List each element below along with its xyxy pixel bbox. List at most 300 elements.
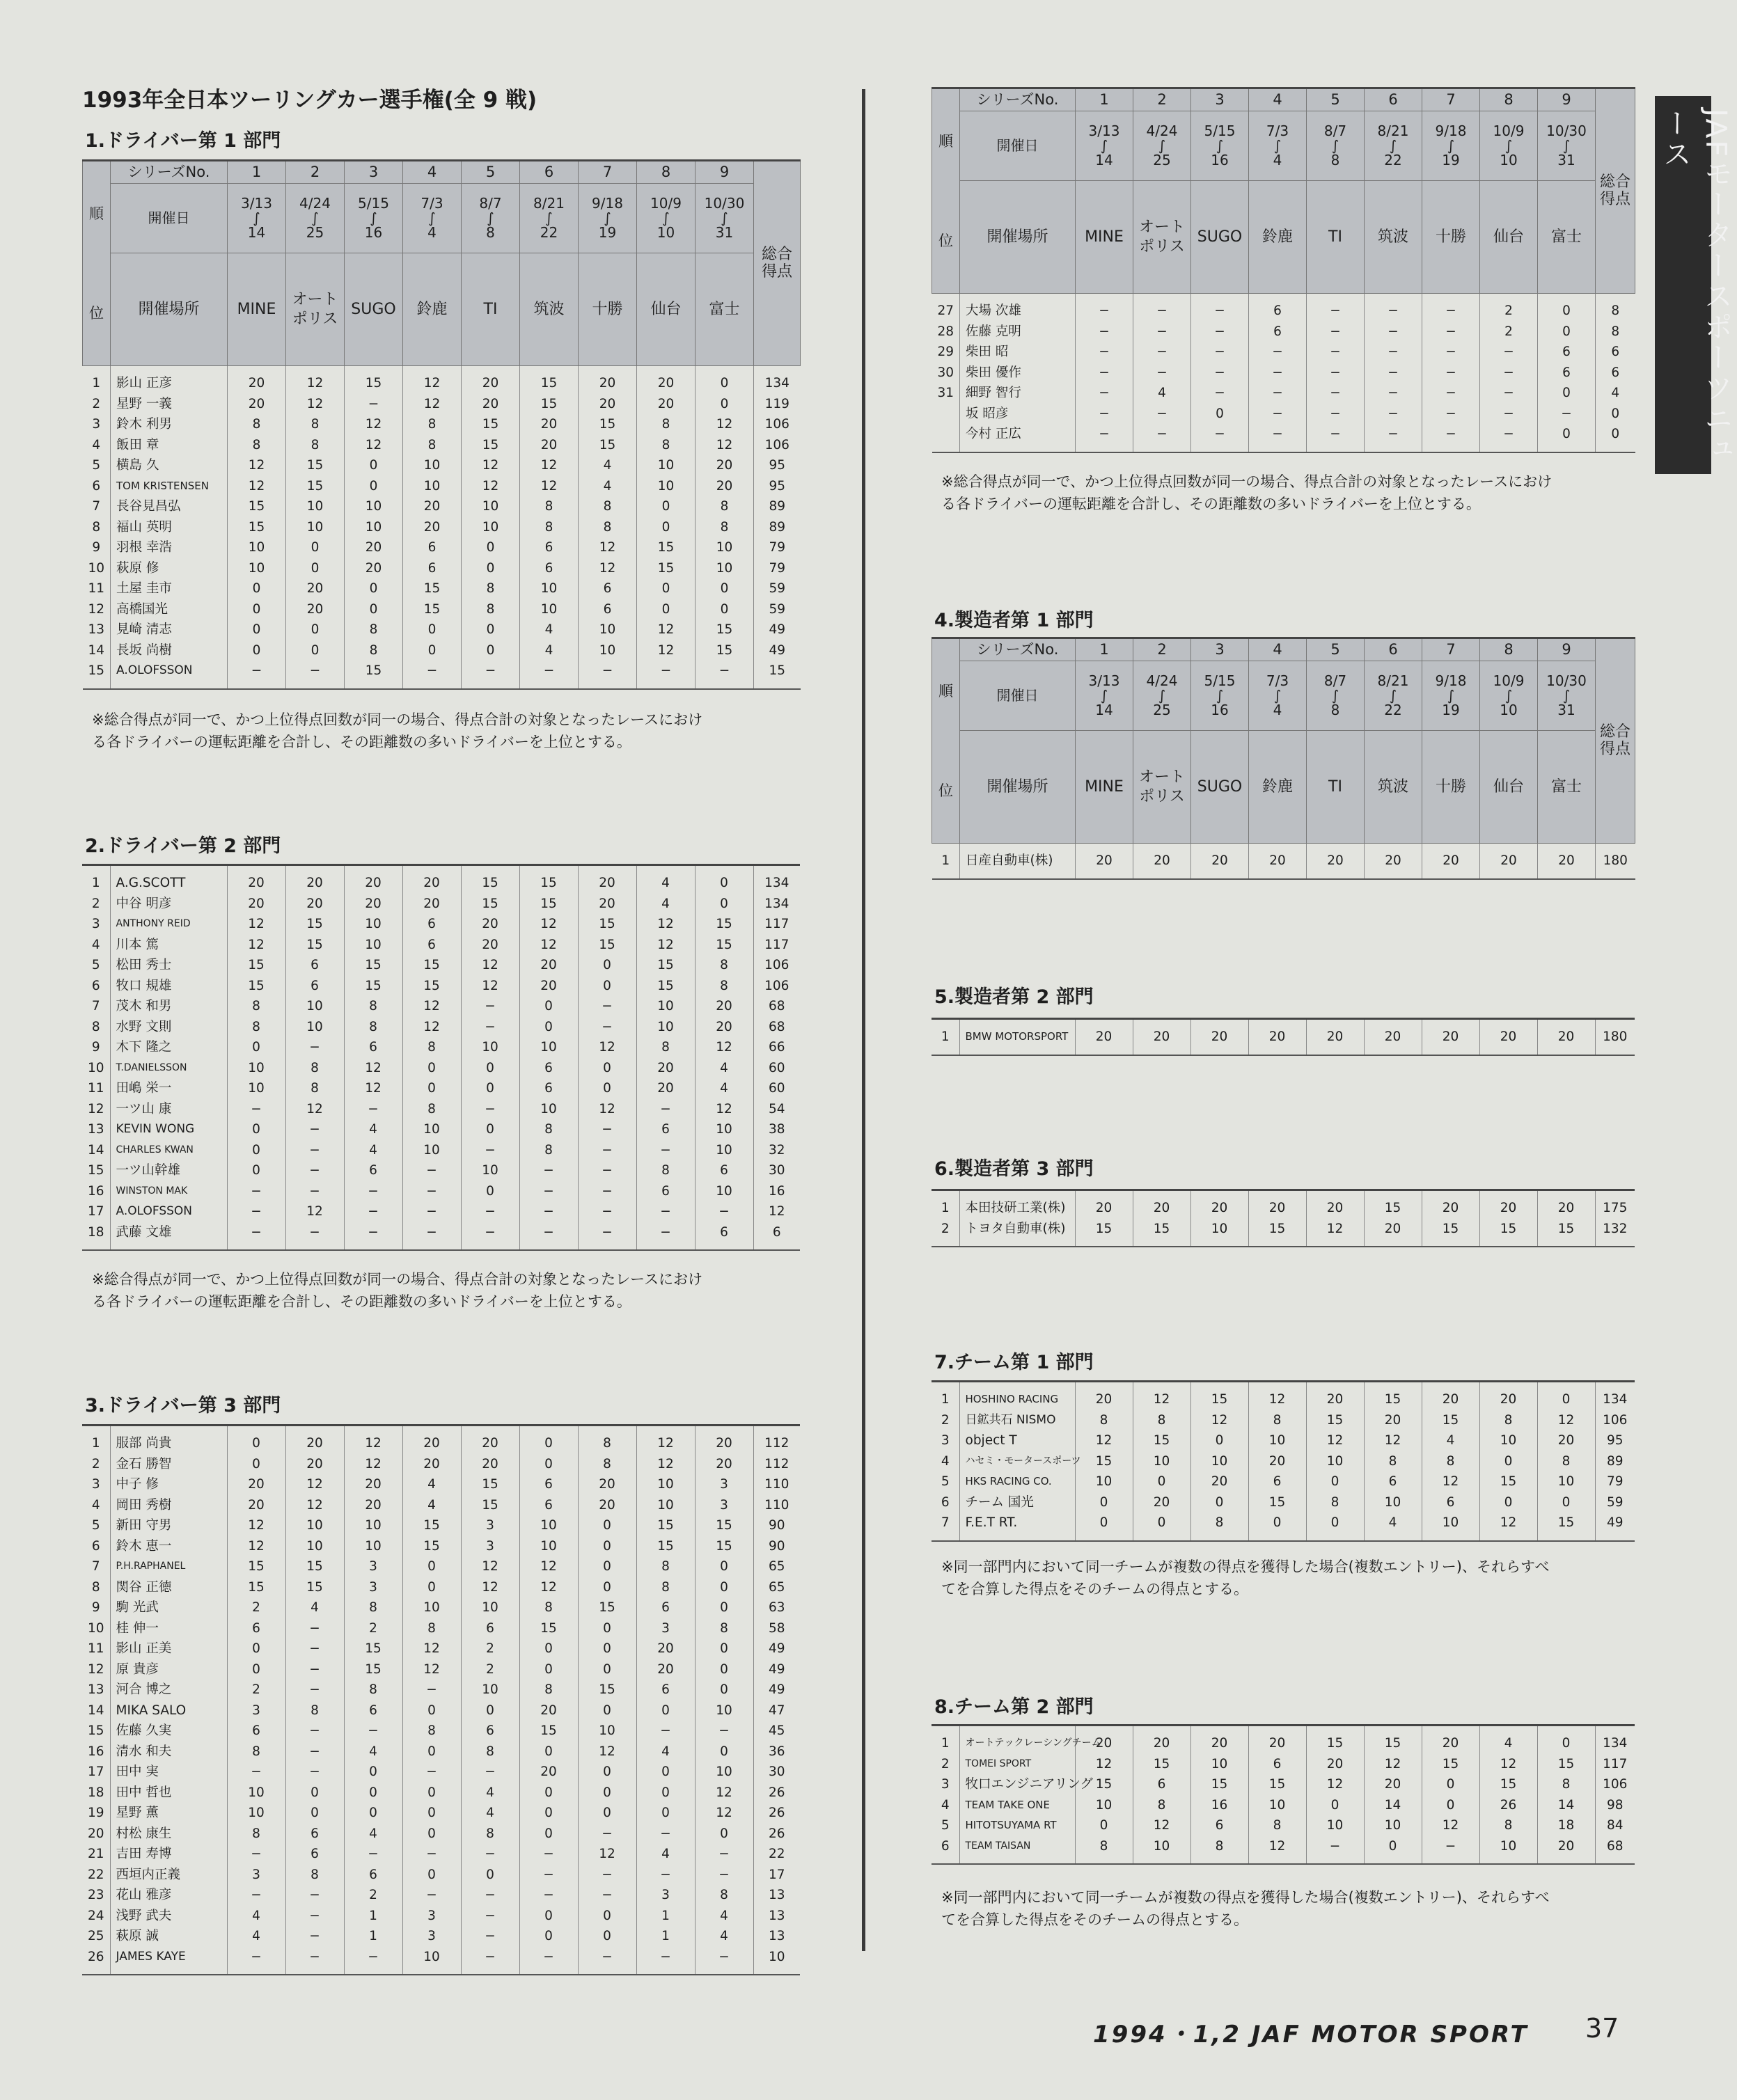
points-cell: 0 bbox=[227, 1639, 285, 1659]
date-header: 開催日 bbox=[960, 111, 1076, 181]
rank-cell: 26 bbox=[82, 1947, 110, 1968]
points-cell: 20 bbox=[578, 1474, 636, 1495]
points-cell: − bbox=[402, 1160, 461, 1181]
points-cell: − bbox=[636, 1222, 695, 1243]
table-row bbox=[83, 578, 801, 599]
race-date: 8/21 ∫ 22 bbox=[1365, 111, 1422, 181]
total-cell: 6 bbox=[1611, 345, 1620, 359]
points-cell: 0 bbox=[228, 640, 286, 661]
race-number: 8 bbox=[1480, 88, 1538, 111]
points-cell: 12 bbox=[695, 414, 754, 435]
points-cell: 8 bbox=[578, 1433, 636, 1454]
race-number: 3 bbox=[1191, 88, 1249, 111]
total-cell: 95 bbox=[769, 478, 786, 494]
name-cell: 日鉱共石 NISMO bbox=[959, 1410, 1075, 1431]
series-no-header: シリーズNo. bbox=[111, 161, 228, 184]
points-cell: − bbox=[578, 1947, 636, 1968]
table-row bbox=[932, 1513, 1635, 1533]
total-cell: 38 bbox=[768, 1122, 785, 1137]
race-venue: 鈴鹿 bbox=[1249, 181, 1307, 294]
points-cell: 15 bbox=[344, 976, 402, 997]
race-venue: 十勝 bbox=[1422, 181, 1480, 294]
points-cell: 20 bbox=[695, 1433, 753, 1454]
points-cell: − bbox=[1538, 404, 1596, 425]
points-cell: 20 bbox=[1422, 851, 1480, 871]
points-cell: − bbox=[636, 1947, 695, 1968]
points-cell: 4 bbox=[636, 1844, 695, 1865]
points-cell: 10 bbox=[1306, 1815, 1364, 1836]
rank-cell: 3 bbox=[82, 1474, 110, 1495]
points-cell: 15 bbox=[285, 1577, 344, 1598]
table-row bbox=[932, 1492, 1635, 1513]
race-venue: 鈴鹿 bbox=[1249, 731, 1307, 844]
points-cell: − bbox=[695, 1201, 753, 1222]
page-title: 1993年全日本ツーリングカー選手権(全 9 戦) bbox=[82, 88, 537, 113]
venue-header: 開催場所 bbox=[111, 253, 228, 366]
name-cell: 中子 修 bbox=[110, 1474, 227, 1495]
name-cell: F.E.T RT. bbox=[959, 1513, 1075, 1533]
points-cell: 4 bbox=[1364, 1513, 1422, 1533]
name-cell: 川本 篤 bbox=[110, 935, 227, 956]
points-cell: 0 bbox=[578, 1078, 636, 1099]
total-cell: 22 bbox=[768, 1847, 785, 1861]
points-cell: 6 bbox=[285, 1824, 344, 1845]
points-cell: 0 bbox=[578, 955, 636, 976]
table-row bbox=[932, 383, 1635, 404]
race-date: 4/24 ∫ 25 bbox=[1133, 661, 1191, 731]
points-cell: 0 bbox=[286, 537, 345, 558]
points-cell: 12 bbox=[578, 1742, 636, 1762]
rank-cell: 28 bbox=[932, 322, 960, 342]
race-number: 4 bbox=[1249, 88, 1307, 111]
points-cell: 8 bbox=[403, 435, 462, 456]
total-cell: 16 bbox=[768, 1183, 785, 1199]
points-cell: 20 bbox=[403, 496, 462, 517]
points-cell: 10 bbox=[1248, 1795, 1306, 1816]
points-cell: − bbox=[227, 1222, 285, 1243]
date-header: 開催日 bbox=[111, 184, 228, 253]
venue-header: 開催場所 bbox=[960, 731, 1076, 844]
points-cell: 15 bbox=[1133, 1430, 1190, 1451]
points-cell: 26 bbox=[1479, 1795, 1537, 1816]
rank-cell: 5 bbox=[932, 1471, 959, 1492]
table-row bbox=[82, 976, 800, 997]
points-cell: 8 bbox=[345, 619, 403, 640]
points-cell: 10 bbox=[227, 1803, 285, 1824]
points-cell: 3 bbox=[695, 1474, 753, 1495]
rank-cell: 11 bbox=[82, 1078, 110, 1099]
total-cell: 12 bbox=[768, 1204, 785, 1219]
points-cell: 0 bbox=[1190, 1430, 1248, 1451]
points-cell: 8 bbox=[519, 1140, 578, 1161]
points-cell: − bbox=[1422, 363, 1480, 384]
name-cell: 清水 和夫 bbox=[110, 1742, 227, 1762]
points-cell: − bbox=[1076, 342, 1133, 363]
points-cell: 20 bbox=[402, 1454, 461, 1475]
rank-cell: 31 bbox=[932, 383, 960, 404]
points-cell: − bbox=[1422, 342, 1480, 363]
points-cell: 12 bbox=[1075, 1430, 1133, 1451]
points-cell: 15 bbox=[579, 414, 637, 435]
table-row bbox=[932, 424, 1635, 445]
points-cell: 12 bbox=[636, 914, 695, 935]
rank-label: 順 bbox=[89, 205, 104, 223]
points-cell: − bbox=[285, 1906, 344, 1927]
points-cell: − bbox=[461, 1099, 519, 1120]
points-cell: − bbox=[461, 1947, 519, 1968]
points-cell: 8 bbox=[344, 996, 402, 1017]
points-cell: 0 bbox=[1479, 1492, 1537, 1513]
points-cell: 20 bbox=[578, 873, 636, 894]
points-cell: 15 bbox=[1364, 1198, 1422, 1219]
total-header: 総合得点 bbox=[754, 161, 801, 366]
points-cell: 20 bbox=[1190, 1733, 1248, 1754]
points-cell: 15 bbox=[1479, 1774, 1537, 1795]
points-cell: 0 bbox=[519, 1639, 578, 1659]
points-cell: 8 bbox=[345, 640, 403, 661]
points-cell: − bbox=[578, 1160, 636, 1181]
points-cell: 10 bbox=[578, 1721, 636, 1742]
rank-cell bbox=[932, 404, 960, 425]
points-cell: 0 bbox=[403, 640, 462, 661]
table-row bbox=[932, 1027, 1635, 1048]
table-row bbox=[83, 394, 801, 415]
points-cell: 0 bbox=[1075, 1513, 1133, 1533]
name-cell: 柴田 昭 bbox=[960, 342, 1076, 363]
points-cell: − bbox=[1307, 383, 1365, 404]
section-title-manufacturer-2: 5.製造者第 2 部門 bbox=[934, 986, 1094, 1008]
race-number: 5 bbox=[1307, 88, 1365, 111]
points-cell: − bbox=[1306, 1836, 1364, 1857]
points-cell: − bbox=[285, 1947, 344, 1968]
points-cell: 16 bbox=[1190, 1795, 1248, 1816]
name-cell: 田中 哲也 bbox=[110, 1783, 227, 1803]
race-date: 8/7 ∫ 8 bbox=[462, 184, 520, 253]
rank-cell: 17 bbox=[82, 1762, 110, 1783]
race-venue: TI bbox=[462, 253, 520, 366]
points-cell: 10 bbox=[285, 1536, 344, 1557]
rank-cell: 3 bbox=[83, 414, 111, 435]
total-cell: 0 bbox=[1611, 427, 1620, 441]
total-cell: 6 bbox=[772, 1224, 781, 1240]
note-line: てを合算した得点をそのチームの得点とする。 bbox=[941, 1581, 1248, 1597]
name-cell: 佐藤 克明 bbox=[960, 322, 1076, 342]
table-row bbox=[83, 517, 801, 538]
points-cell: 10 bbox=[519, 1037, 578, 1058]
points-cell: 15 bbox=[520, 373, 579, 394]
points-cell: 10 bbox=[461, 1680, 519, 1700]
rank-cell: 4 bbox=[83, 435, 111, 456]
points-cell: 6 bbox=[1248, 1754, 1306, 1775]
points-cell: 0 bbox=[402, 1742, 461, 1762]
name-cell: 飯田 章 bbox=[111, 435, 228, 456]
points-cell: 14 bbox=[1537, 1795, 1595, 1816]
points-cell: − bbox=[1076, 383, 1133, 404]
total-cell: 49 bbox=[769, 622, 786, 637]
points-cell: 0 bbox=[344, 1762, 402, 1783]
name-cell: オートテックレーシングチーム bbox=[959, 1733, 1075, 1754]
points-cell: − bbox=[1191, 363, 1249, 384]
table-row bbox=[82, 1201, 800, 1222]
total-header: 総合得点 bbox=[1596, 638, 1635, 844]
rank-cell: 2 bbox=[82, 1454, 110, 1475]
points-cell: − bbox=[344, 1721, 402, 1742]
total-cell: 117 bbox=[764, 937, 789, 952]
name-cell: TOMEI SPORT bbox=[959, 1754, 1075, 1775]
points-cell: − bbox=[636, 1201, 695, 1222]
points-cell: 8 bbox=[285, 1058, 344, 1079]
name-cell: 田嶋 栄一 bbox=[110, 1078, 227, 1099]
points-cell: 10 bbox=[579, 619, 637, 640]
points-cell: 8 bbox=[1479, 1815, 1537, 1836]
name-cell: A.OLOFSSON bbox=[110, 1201, 227, 1222]
points-cell: 15 bbox=[636, 1515, 695, 1536]
points-cell: 4 bbox=[227, 1926, 285, 1947]
points-cell: − bbox=[637, 661, 695, 681]
points-cell: 0 bbox=[461, 1181, 519, 1202]
total-cell: 54 bbox=[768, 1101, 785, 1116]
race-venue: MINE bbox=[228, 253, 286, 366]
points-cell: 12 bbox=[1479, 1754, 1537, 1775]
points-cell: − bbox=[1422, 383, 1480, 404]
points-cell: 0 bbox=[462, 558, 520, 579]
points-cell: 20 bbox=[1422, 1198, 1479, 1219]
points-cell: 15 bbox=[228, 517, 286, 538]
points-cell: 20 bbox=[519, 1700, 578, 1721]
points-cell: 10 bbox=[403, 455, 462, 476]
table-row bbox=[82, 1885, 800, 1906]
points-cell: 20 bbox=[344, 873, 402, 894]
points-cell: 12 bbox=[462, 476, 520, 497]
points-cell: 12 bbox=[403, 394, 462, 415]
points-cell: 20 bbox=[285, 1433, 344, 1454]
points-cell: 0 bbox=[1306, 1513, 1364, 1533]
points-cell: 8 bbox=[344, 1680, 402, 1700]
table-row bbox=[83, 496, 801, 517]
table-row bbox=[82, 1433, 800, 1454]
points-cell: 0 bbox=[578, 1639, 636, 1659]
rank-cell: 6 bbox=[82, 1536, 110, 1557]
points-cell: 0 bbox=[1422, 1795, 1479, 1816]
points-cell: − bbox=[1480, 404, 1538, 425]
points-cell: − bbox=[578, 1885, 636, 1906]
name-cell: 岡田 秀樹 bbox=[110, 1495, 227, 1516]
points-cell: − bbox=[636, 1140, 695, 1161]
points-cell: − bbox=[1191, 383, 1249, 404]
name-cell: 桂 伸一 bbox=[110, 1618, 227, 1639]
name-cell: KEVIN WONG bbox=[110, 1119, 227, 1140]
points-cell: 6 bbox=[1538, 342, 1596, 363]
points-cell: 6 bbox=[519, 1058, 578, 1079]
points-cell: 3 bbox=[344, 1577, 402, 1598]
points-cell: 6 bbox=[344, 1037, 402, 1058]
points-cell: − bbox=[228, 661, 286, 681]
name-cell: 萩原 修 bbox=[111, 558, 228, 579]
points-cell: 12 bbox=[461, 1577, 519, 1598]
race-venue: 十勝 bbox=[579, 253, 637, 366]
name-cell: 影山 正美 bbox=[110, 1639, 227, 1659]
table-row bbox=[82, 955, 800, 976]
total-cell: 4 bbox=[1611, 386, 1620, 400]
points-cell: 15 bbox=[227, 976, 285, 997]
points-cell: 0 bbox=[695, 599, 754, 620]
points-cell: 8 bbox=[227, 1742, 285, 1762]
points-cell: 8 bbox=[1133, 1795, 1190, 1816]
name-cell: TEAM TAKE ONE bbox=[959, 1795, 1075, 1816]
points-cell: 4 bbox=[579, 476, 637, 497]
total-cell: 58 bbox=[768, 1620, 785, 1636]
points-cell: − bbox=[402, 1844, 461, 1865]
points-cell: 0 bbox=[227, 1433, 285, 1454]
points-cell: 0 bbox=[461, 1865, 519, 1886]
points-cell: 12 bbox=[402, 1017, 461, 1038]
points-cell: − bbox=[227, 1885, 285, 1906]
points-cell: 3 bbox=[344, 1556, 402, 1577]
points-cell: 12 bbox=[1133, 1815, 1190, 1836]
venue-header: 開催場所 bbox=[960, 181, 1076, 294]
name-cell: 金石 勝智 bbox=[110, 1454, 227, 1475]
table-row bbox=[82, 1058, 800, 1079]
points-cell: 2 bbox=[344, 1885, 402, 1906]
rank-cell: 14 bbox=[83, 640, 111, 661]
race-date: 8/7 ∫ 8 bbox=[1307, 111, 1365, 181]
points-cell: − bbox=[344, 1844, 402, 1865]
points-cell: 0 bbox=[519, 1742, 578, 1762]
table-row bbox=[82, 1618, 800, 1639]
points-cell: 15 bbox=[227, 1577, 285, 1598]
race-venue: 仙台 bbox=[1480, 181, 1538, 294]
points-cell: 10 bbox=[1133, 1836, 1190, 1857]
points-cell: 8 bbox=[403, 414, 462, 435]
points-cell: − bbox=[285, 1659, 344, 1680]
points-cell: 0 bbox=[519, 1783, 578, 1803]
points-cell: 20 bbox=[695, 455, 754, 476]
total-cell: 30 bbox=[768, 1765, 785, 1779]
table-row bbox=[932, 1774, 1635, 1795]
points-cell: − bbox=[1249, 424, 1307, 445]
points-cell: 10 bbox=[1422, 1513, 1479, 1533]
points-cell: 20 bbox=[402, 873, 461, 894]
points-cell: 0 bbox=[402, 1783, 461, 1803]
points-cell: 20 bbox=[1306, 1027, 1364, 1048]
name-cell: 福山 英明 bbox=[111, 517, 228, 538]
points-cell: − bbox=[578, 1181, 636, 1202]
total-cell: 180 bbox=[1603, 853, 1628, 868]
points-cell: 10 bbox=[285, 996, 344, 1017]
race-number: 2 bbox=[286, 161, 345, 184]
race-venue: MINE bbox=[1076, 181, 1133, 294]
points-cell: 8 bbox=[1306, 1492, 1364, 1513]
points-cell: 6 bbox=[695, 1222, 753, 1243]
points-cell: 15 bbox=[345, 373, 403, 394]
total-cell: 65 bbox=[768, 1579, 785, 1595]
points-cell: 0 bbox=[1191, 404, 1249, 425]
points-cell: 0 bbox=[519, 1433, 578, 1454]
points-cell: 8 bbox=[520, 496, 579, 517]
name-cell: 日産自動車(株) bbox=[960, 851, 1076, 871]
points-cell: 10 bbox=[519, 1515, 578, 1536]
points-cell: 20 bbox=[228, 394, 286, 415]
points-cell: − bbox=[1365, 342, 1422, 363]
points-cell: 0 bbox=[286, 640, 345, 661]
points-cell: 0 bbox=[228, 599, 286, 620]
points-cell: 15 bbox=[1306, 1410, 1364, 1431]
race-venue: 富士 bbox=[1538, 181, 1596, 294]
race-number: 7 bbox=[1422, 88, 1480, 111]
points-cell: 15 bbox=[1190, 1774, 1248, 1795]
points-cell: 15 bbox=[1422, 1219, 1479, 1240]
race-venue: 筑波 bbox=[520, 253, 579, 366]
points-cell: 6 bbox=[285, 1844, 344, 1865]
points-cell: 8 bbox=[402, 1618, 461, 1639]
points-cell: 20 bbox=[636, 1078, 695, 1099]
points-cell: 0 bbox=[637, 517, 695, 538]
points-cell: 15 bbox=[1133, 1219, 1190, 1240]
points-cell: 15 bbox=[1537, 1754, 1595, 1775]
race-date: 8/21 ∫ 22 bbox=[1365, 661, 1422, 731]
race-date: 5/15 ∫ 16 bbox=[345, 184, 403, 253]
points-cell: 12 bbox=[227, 1515, 285, 1536]
table-row bbox=[83, 537, 801, 558]
table-row bbox=[82, 1017, 800, 1038]
total-cell: 134 bbox=[1603, 1392, 1628, 1407]
points-cell: − bbox=[345, 394, 403, 415]
points-cell: − bbox=[285, 1762, 344, 1783]
table-row bbox=[932, 1198, 1635, 1219]
race-number: 1 bbox=[1076, 638, 1133, 661]
total-cell: 180 bbox=[1603, 1029, 1628, 1044]
points-cell: 0 bbox=[286, 619, 345, 640]
points-cell: 10 bbox=[461, 1597, 519, 1618]
rank-cell: 10 bbox=[83, 558, 111, 579]
points-cell: 20 bbox=[461, 935, 519, 956]
points-cell: 0 bbox=[519, 1824, 578, 1845]
points-cell: 4 bbox=[636, 894, 695, 915]
points-cell: 20 bbox=[1075, 1027, 1133, 1048]
table-row bbox=[83, 619, 801, 640]
points-cell: 10 bbox=[1479, 1430, 1537, 1451]
points-cell: 8 bbox=[520, 517, 579, 538]
points-cell: 15 bbox=[1075, 1451, 1133, 1472]
points-cell: 10 bbox=[344, 1536, 402, 1557]
points-cell: 12 bbox=[1422, 1815, 1479, 1836]
rank-label: 順 bbox=[938, 683, 953, 700]
points-cell: − bbox=[461, 1844, 519, 1865]
points-cell: 15 bbox=[345, 661, 403, 681]
rank-cell: 6 bbox=[932, 1492, 959, 1513]
points-cell: 1 bbox=[636, 1906, 695, 1927]
points-cell: 20 bbox=[403, 517, 462, 538]
points-cell: 15 bbox=[1537, 1219, 1595, 1240]
total-cell: 36 bbox=[768, 1744, 785, 1759]
note-line: ※総合得点が同一で、かつ上位得点回数が同一の場合、得点合計の対象となったレースにおけ bbox=[941, 473, 1553, 490]
points-cell: 8 bbox=[519, 1680, 578, 1700]
rank-cell: 4 bbox=[82, 935, 110, 956]
points-cell: 0 bbox=[227, 1140, 285, 1161]
name-cell: 一ツ山 康 bbox=[110, 1099, 227, 1120]
rank-cell: 2 bbox=[932, 1219, 959, 1240]
points-cell: 0 bbox=[1075, 1492, 1133, 1513]
name-cell: 坂 昭彦 bbox=[960, 404, 1076, 425]
rank-cell: 2 bbox=[932, 1754, 959, 1775]
points-cell: 12 bbox=[1479, 1513, 1537, 1533]
points-cell: 6 bbox=[579, 578, 637, 599]
table-row bbox=[82, 1536, 800, 1557]
rank-cell: 12 bbox=[82, 1099, 110, 1120]
points-cell: 8 bbox=[1248, 1410, 1306, 1431]
points-cell: 6 bbox=[1538, 363, 1596, 384]
points-cell: 8 bbox=[402, 1037, 461, 1058]
